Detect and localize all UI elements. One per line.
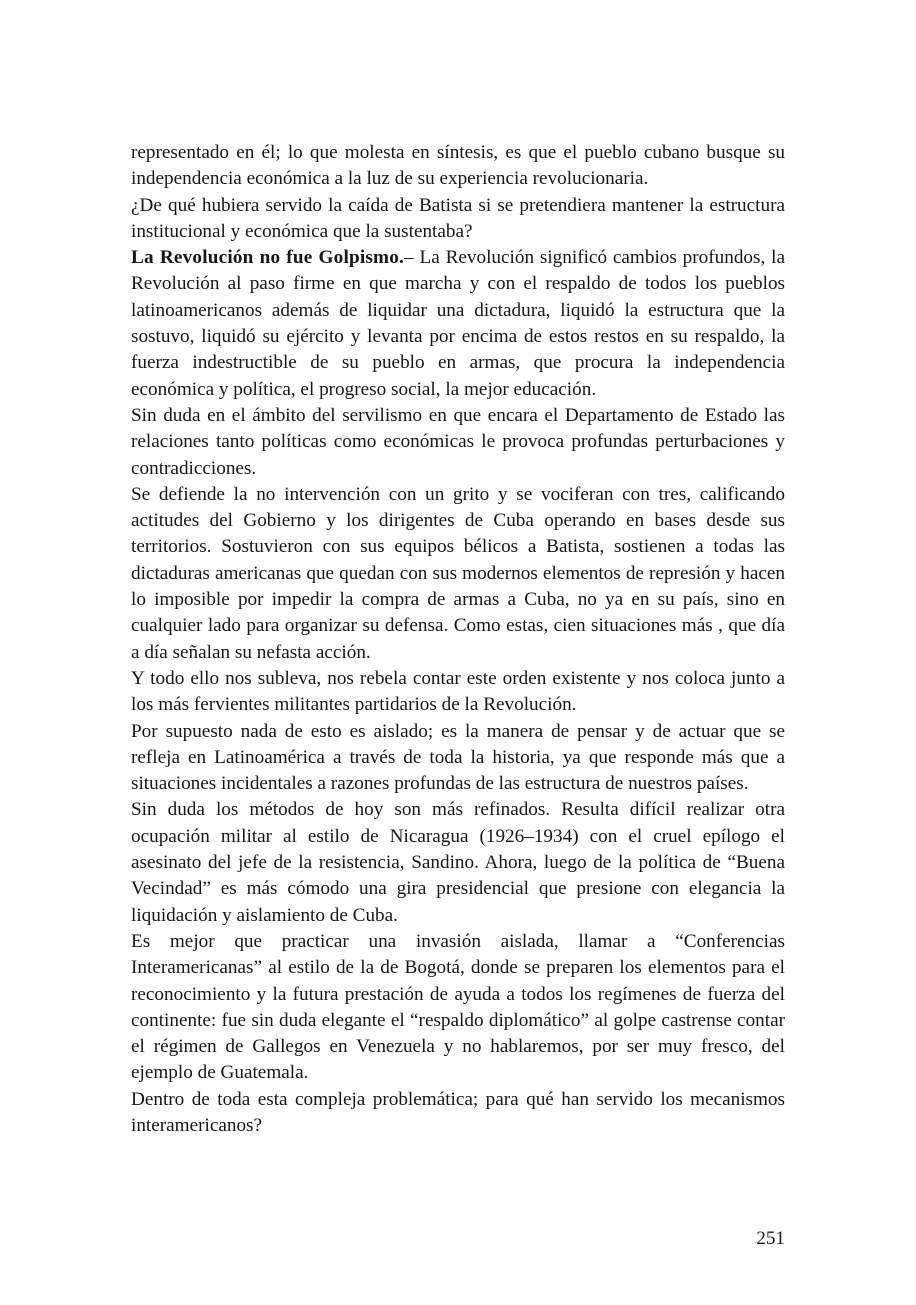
paragraph-3	[131, 245, 785, 403]
paragraph-4	[131, 403, 785, 482]
page-number: 251	[756, 1228, 785, 1249]
paragraph-7	[131, 719, 785, 798]
paragraph-2	[131, 193, 785, 246]
paragraph-text: – La Revolución significó cambios profundos, la Revolución al paso firme en que marcha y con el respaldo de todos los pueblos latinoamericanos además de liquidar una dictadura, liquidó la estructura que la sostuvo, liquidó su ejército y levanta por encima de estos restos en su respaldo, la fuerza indestructible de su pueblo en armas, que procura la independencia económica y política, el progreso social, la mejor educación.	[131, 247, 785, 400]
paragraph-text: Es mejor que practicar una invasión aislada, llamar a “Conferencias Interamericanas” al estilo de la de Bogotá, donde se preparen los elementos para el reconocimiento y la futura prestación de ayuda a todos los regímenes de fuerza del continente: fue sin duda elegante el “respaldo diplomático” al golpe castrense contar el régimen de Gallegos en Venezuela y no hablaremos, por ser muy fresco, del ejemplo de Guatemala.	[131, 930, 785, 1084]
paragraph-9	[131, 929, 785, 1087]
body-text	[131, 140, 785, 1139]
paragraph-text: Se defiende la no intervención con un grito y se vociferan con tres, calificando actitudes del Gobierno y los dirigentes de Cuba operando en bases desde sus territorios. Sostuvieron con sus equipos bélicos a Batista, sostienen a todas las dictaduras americanas que quedan con sus modernos elementos de represión y hacen lo imposible por impedir la compra de armas a Cuba, no ya en su país, sino en cualquier lado para organizar su defensa. Como estas, cien situaciones más , que día a día señalan su nefasta acción.	[131, 483, 785, 663]
paragraph-text: ¿De qué hubiera servido la caída de Batista si se pretendiera mantener la estructura institucional y económica que la sustentaba?	[131, 194, 785, 242]
paragraph-10	[131, 1087, 785, 1140]
paragraph-1	[131, 140, 785, 193]
paragraph-text: Y todo ello nos subleva, nos rebela contar este orden existente y nos coloca junto a los más fervientes militantes partidarios de la Revolución.	[131, 667, 785, 716]
paragraph-text: Dentro de toda esta compleja problemática; para qué han servido los mecanismos interamericanos?	[131, 1088, 785, 1136]
paragraph-text: Por supuesto nada de esto es aislado; es la manera de pensar y de actuar que se refleja en Latinoamérica a través de toda la historia, ya que responde más que a situaciones incidentales a razones profundas de las estructura de nuestros países.	[131, 720, 785, 795]
paragraph-8	[131, 797, 785, 928]
paragraph-text: Sin duda los métodos de hoy son más refinados. Resulta difícil realizar otra ocupación militar al estilo de Nicaragua (1926–1934) con el cruel epílogo el asesinato del jefe de la resistencia, Sandino. Ahora, luego de la política de “Buena Vecindad” es más cómodo una gira presidencial que presione con elegancia la liquidación y aislamiento de Cuba.	[131, 799, 785, 926]
section-heading: La Revolución no fue Golpismo.	[131, 247, 405, 269]
paragraph-text: Sin duda en el ámbito del servilismo en que encara el Departamento de Estado las relaciones tanto políticas como económicas le provoca profundas perturbaciones y contradicciones.	[131, 404, 785, 479]
paragraph-6	[131, 666, 785, 719]
paragraph-5	[131, 482, 785, 666]
paragraph-text: representado en él; lo que molesta en síntesis, es que el pueblo cubano busque su independencia económica a la luz de su experiencia revolucionaria.	[131, 142, 785, 190]
